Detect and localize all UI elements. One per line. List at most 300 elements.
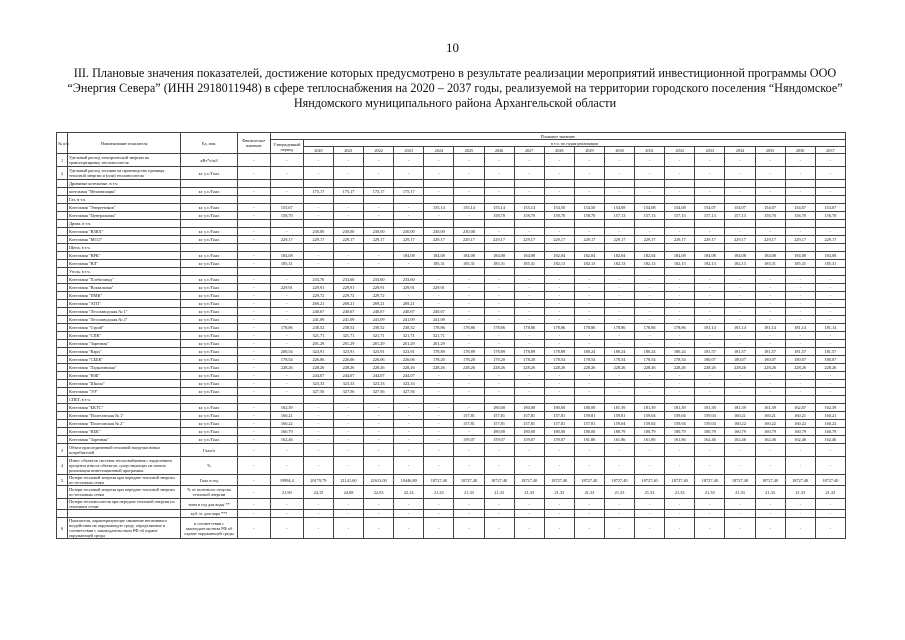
year-value (514, 268, 544, 276)
year-value: 229,91 (394, 284, 424, 292)
year-value: - (364, 412, 394, 420)
year-value: - (695, 188, 725, 196)
year-value: 226,06 (333, 356, 363, 364)
year-value: - (665, 388, 695, 396)
base-value: - (270, 167, 303, 180)
table-row (57, 420, 846, 428)
year-header: 2026 (484, 147, 514, 154)
col-num: № п/п (57, 133, 68, 154)
year-value: - (574, 308, 604, 316)
year-value: - (695, 499, 725, 510)
base-value: - (270, 499, 303, 510)
indicator-name: Потери тепловой энергии при передаче тепловой энергии по тепловым сетям (68, 486, 181, 499)
year-value: 181,57 (755, 348, 785, 356)
year-value: 21,33 (695, 486, 725, 499)
year-value: 184,08 (454, 252, 484, 260)
year-value: - (394, 154, 424, 167)
year-value: - (785, 340, 815, 348)
year-value: - (303, 252, 333, 260)
year-value: 201,29 (424, 340, 454, 348)
year-value: 184,08 (815, 252, 845, 260)
year-value: 201,29 (364, 340, 394, 348)
year-value: - (725, 510, 755, 518)
year-value: 154,07 (695, 204, 725, 212)
indicator-name: котельная "Механизация" (68, 188, 181, 196)
year-value (424, 180, 454, 188)
year-value (815, 268, 845, 276)
year-value: - (665, 372, 695, 380)
year-value: - (604, 154, 634, 167)
year-value: 228,26 (303, 364, 333, 372)
year-value (394, 180, 424, 188)
year-value: 178,89 (544, 348, 574, 356)
year-value: 229,17 (725, 236, 755, 244)
indicator-name: Удельный расход топлива на производство единицы тепловой энергии и (или) теплоносителя (68, 167, 181, 180)
year-value: - (514, 372, 544, 380)
year-value (695, 396, 725, 404)
year-value: - (424, 300, 454, 308)
indicator-name: Котельная "Хлебозавод" (68, 276, 181, 284)
row-number: 5 (57, 475, 68, 486)
year-value: - (815, 372, 845, 380)
unit-cell (181, 220, 237, 228)
actual-value: - (237, 420, 270, 428)
year-value: 180,24 (574, 348, 604, 356)
year-value: 229,17 (755, 236, 785, 244)
year-value (394, 220, 424, 228)
year-value: - (484, 457, 514, 475)
year-value: - (665, 499, 695, 510)
year-value: - (544, 332, 574, 340)
year-value: - (484, 372, 514, 380)
year-value (755, 244, 785, 252)
year-value: - (665, 380, 695, 388)
year-value: 21,33 (604, 486, 634, 499)
year-value: 178,89 (484, 348, 514, 356)
year-value: - (785, 518, 815, 539)
year-value: - (303, 412, 333, 420)
year-value: - (574, 316, 604, 324)
year-value (785, 220, 815, 228)
year-value: 180,79 (695, 428, 725, 436)
col-indicator: Наименование показателя (68, 133, 181, 154)
indicator-name: Дровяные котельные, в т.ч. (68, 180, 181, 188)
year-value: 178,89 (424, 348, 454, 356)
year-value: 229,91 (424, 284, 454, 292)
table-row (57, 348, 846, 356)
year-value (333, 268, 363, 276)
row-number (57, 412, 68, 420)
unit-cell: кг. у.т./Гкал (181, 260, 237, 268)
year-value: 181,57 (725, 348, 755, 356)
base-value (270, 196, 303, 204)
year-value: 185,31 (755, 260, 785, 268)
year-value: 154,07 (785, 204, 815, 212)
year-value (424, 268, 454, 276)
base-value: - (270, 510, 303, 518)
year-value: - (725, 388, 755, 396)
unit-cell: кг. у.т./Гкал (181, 412, 237, 420)
year-value: 157,81 (484, 412, 514, 420)
year-value: 178,86 (544, 324, 574, 332)
year-value: 229,17 (303, 236, 333, 244)
year-value: - (635, 499, 665, 510)
row-number (57, 332, 68, 340)
year-value: - (785, 457, 815, 475)
actual-value: - (237, 518, 270, 539)
year-value: 180,24 (665, 348, 695, 356)
row-number (57, 188, 68, 196)
year-value: 327,56 (333, 388, 363, 396)
year-value: 181,57 (695, 348, 725, 356)
year-value: - (514, 510, 544, 518)
year-value: 160,79 (785, 428, 815, 436)
year-value: - (333, 212, 363, 220)
year-value: 184,08 (785, 252, 815, 260)
year-value: - (484, 499, 514, 510)
year-value: - (755, 380, 785, 388)
actual-value (237, 244, 270, 252)
year-value: 178,86 (424, 324, 454, 332)
row-number (57, 228, 68, 236)
year-value: 18727,40 (695, 475, 725, 486)
year-value: - (333, 404, 363, 412)
year-value: - (514, 332, 544, 340)
unit-cell: кг. у.т./Гкал (181, 348, 237, 356)
year-value: 21,33 (635, 486, 665, 499)
actual-value: - (237, 457, 270, 475)
year-value: 160,22 (815, 420, 845, 428)
year-value: - (695, 292, 725, 300)
indicator-name: Котельная "НЗБ" (68, 372, 181, 380)
year-value: - (665, 284, 695, 292)
year-value: 240,67 (394, 308, 424, 316)
row-number (57, 252, 68, 260)
year-value: 229,17 (514, 236, 544, 244)
year-value (574, 268, 604, 276)
year-value: 185,31 (514, 260, 544, 268)
year-value: 241,09 (394, 316, 424, 324)
year-value: 238,52 (394, 324, 424, 332)
year-value (604, 268, 634, 276)
year-value: 233,60 (364, 276, 394, 284)
year-value: - (785, 154, 815, 167)
year-value: 157,13 (665, 212, 695, 220)
year-value (635, 196, 665, 204)
year-value: - (725, 499, 755, 510)
year-value: 327,56 (394, 388, 424, 396)
page-number: 10 (446, 40, 459, 55)
year-value (725, 180, 755, 188)
year-value: 184,08 (514, 252, 544, 260)
row-number (57, 420, 68, 428)
year-value: - (725, 154, 755, 167)
year-value: 180,00 (574, 428, 604, 436)
base-value: - (270, 292, 303, 300)
year-value: - (785, 292, 815, 300)
year-value: - (695, 372, 725, 380)
table-head (57, 133, 846, 154)
year-value: - (394, 404, 424, 412)
base-value: 155,67 (270, 204, 303, 212)
year-value: - (484, 308, 514, 316)
year-value: - (544, 188, 574, 196)
year-value: - (544, 316, 574, 324)
table-row (57, 457, 846, 475)
unit-cell: кг. у.т./Гкал (181, 228, 237, 236)
indicator-name: Дрова, в т.ч. (68, 220, 181, 228)
year-value: 233,60 (333, 276, 363, 284)
unit-cell: кг. у.т./Гкал (181, 292, 237, 300)
year-value: 228,26 (665, 364, 695, 372)
table-row (57, 268, 846, 276)
year-value: 18727,40 (514, 475, 544, 486)
year-value: - (364, 510, 394, 518)
year-value: 228,26 (815, 364, 845, 372)
table-row (57, 196, 846, 204)
year-value: 160,21 (815, 412, 845, 420)
year-value: 323,33 (333, 380, 363, 388)
unit-cell: кг. у.т./Гкал (181, 436, 237, 444)
year-value: 20179,79 (303, 475, 333, 486)
year-value: - (755, 284, 785, 292)
year-value: 201,29 (303, 340, 333, 348)
year-value: - (755, 316, 785, 324)
year-value: - (725, 308, 755, 316)
year-value: - (454, 372, 484, 380)
year-value: - (815, 316, 845, 324)
indicator-name: Котельная "Вокзальная" (68, 284, 181, 292)
year-value: - (695, 510, 725, 518)
year-value: 18727,40 (785, 475, 815, 486)
year-value: - (635, 388, 665, 396)
year-value: - (333, 499, 363, 510)
base-value: - (270, 276, 303, 284)
year-value: - (364, 518, 394, 539)
base-value: - (270, 300, 303, 308)
year-value: - (785, 372, 815, 380)
year-value: 180,00 (484, 404, 514, 412)
year-value (394, 196, 424, 204)
year-value: 181,14 (695, 324, 725, 332)
base-value: 185,31 (270, 260, 303, 268)
year-value: - (815, 154, 845, 167)
indicator-name: Котельная "Энергетиков" (68, 204, 181, 212)
unit-cell: кг. у.т./Гкал (181, 188, 237, 196)
year-value: - (604, 388, 634, 396)
year-value: 240,67 (364, 308, 394, 316)
year-value: - (604, 510, 634, 518)
table-row (57, 204, 846, 212)
year-value: 156,70 (815, 212, 845, 220)
table-row (57, 154, 846, 167)
year-value (454, 244, 484, 252)
year-value: 175,17 (333, 188, 363, 196)
unit-cell: кг. у.т./Гкал (181, 420, 237, 428)
year-value: - (544, 372, 574, 380)
year-value (635, 220, 665, 228)
year-header: 2031 (635, 147, 665, 154)
year-header: 2029 (574, 147, 604, 154)
year-value: 184,08 (755, 252, 785, 260)
unit-cell: кг. у.т./Гкал (181, 364, 237, 372)
year-value (364, 244, 394, 252)
year-value: - (604, 228, 634, 236)
year-value: 185,31 (424, 260, 454, 268)
year-value: - (424, 188, 454, 196)
year-value: - (695, 518, 725, 539)
year-value: 201,29 (333, 340, 363, 348)
indicator-name: Котельная "Заречная" (68, 436, 181, 444)
year-value: 159,04 (635, 412, 665, 420)
table-row (57, 518, 846, 539)
table-row (57, 356, 846, 364)
year-value: 269,21 (333, 300, 363, 308)
document-title: III. Плановые значения показателей, достижение которых предусмотрено в результате реализации мероприятий инвестиционной программы ООО “Энергия Севера” (ИНН 2918011948) в сфере теплоснабжения на 2020 – 2037 годы, реализуемой на территории городского поселения “Няндомское” Няндомского муниципального района Архангельской области (67, 66, 843, 110)
year-value (424, 220, 454, 228)
year-value (303, 268, 333, 276)
year-value: 182,04 (544, 252, 574, 260)
year-value: - (394, 428, 424, 436)
year-value: - (303, 510, 333, 518)
year-value: - (695, 284, 725, 292)
year-value: 180,00 (544, 404, 574, 412)
unit-cell: кг. у.т./Гкал (181, 372, 237, 380)
year-value (785, 396, 815, 404)
year-value: 175,17 (303, 188, 333, 196)
unit-cell: кг. у.т./Гкал (181, 300, 237, 308)
year-value: 181,57 (815, 348, 845, 356)
year-value (574, 244, 604, 252)
row-number: 6 (57, 518, 68, 539)
year-value: 162,07 (785, 404, 815, 412)
year-value: 154,08 (665, 204, 695, 212)
table-row (57, 372, 846, 380)
year-value: - (394, 510, 424, 518)
year-value: 229,17 (815, 236, 845, 244)
year-value: 241,09 (333, 316, 363, 324)
year-value: 158,70 (514, 212, 544, 220)
year-value: 160,21 (785, 412, 815, 420)
year-value: - (303, 499, 333, 510)
year-value: - (635, 308, 665, 316)
year-value: - (785, 316, 815, 324)
year-value: - (424, 510, 454, 518)
row-number (57, 316, 68, 324)
year-value: - (665, 300, 695, 308)
year-value: - (333, 412, 363, 420)
base-value: - (270, 316, 303, 324)
base-value: 162,46 (270, 436, 303, 444)
year-value (484, 180, 514, 188)
year-value: 229,17 (604, 236, 634, 244)
year-value: - (454, 510, 484, 518)
base-value: 229,17 (270, 236, 303, 244)
indicator-name: Котельная "СПК" (68, 332, 181, 340)
year-value: 230,00 (454, 228, 484, 236)
year-value: - (725, 188, 755, 196)
year-value: 155,14 (514, 204, 544, 212)
year-value: - (484, 510, 514, 518)
row-number: 4 (57, 457, 68, 475)
year-value (815, 196, 845, 204)
year-value: - (665, 340, 695, 348)
year-header: 2037 (815, 147, 845, 154)
year-value: - (454, 154, 484, 167)
year-value: 181,14 (815, 324, 845, 332)
year-value: - (635, 316, 665, 324)
year-value: 233,76 (303, 276, 333, 284)
year-value: - (725, 316, 755, 324)
year-value: - (394, 499, 424, 510)
year-value: - (303, 428, 333, 436)
indicator-name: Котельная "МСО" (68, 236, 181, 244)
year-value (574, 220, 604, 228)
year-value: - (665, 332, 695, 340)
year-value: - (544, 510, 574, 518)
year-value: 185,31 (454, 260, 484, 268)
table-row (57, 300, 846, 308)
row-number (57, 204, 68, 212)
year-value: 18727,40 (725, 475, 755, 486)
year-value: - (424, 499, 454, 510)
year-value: - (574, 167, 604, 180)
year-value: - (815, 284, 845, 292)
year-value: 157,81 (454, 412, 484, 420)
year-value: - (695, 316, 725, 324)
year-value: - (635, 380, 665, 388)
year-value: 157,13 (604, 212, 634, 220)
actual-value: - (237, 212, 270, 220)
year-value: 327,56 (303, 388, 333, 396)
year-value: 323,91 (394, 348, 424, 356)
year-value: 18727,40 (544, 475, 574, 486)
year-value: 21141,60 (333, 475, 363, 486)
year-value: - (454, 444, 484, 457)
base-value: - (270, 340, 303, 348)
year-value (635, 180, 665, 188)
year-value: 18727,40 (604, 475, 634, 486)
year-value: - (785, 284, 815, 292)
year-value (303, 196, 333, 204)
year-value: 178,54 (544, 356, 574, 364)
year-value: - (484, 380, 514, 388)
year-value: - (695, 444, 725, 457)
year-value (394, 396, 424, 404)
year-value: 157,13 (725, 212, 755, 220)
base-value: - (270, 154, 303, 167)
year-value: 161,86 (574, 436, 604, 444)
year-value (333, 244, 363, 252)
year-value: - (394, 457, 424, 475)
year-value: - (454, 380, 484, 388)
year-value (635, 244, 665, 252)
year-value (454, 220, 484, 228)
year-value: 228,26 (604, 364, 634, 372)
year-header: 2024 (424, 147, 454, 154)
base-value: - (270, 457, 303, 475)
year-value: - (574, 154, 604, 167)
year-value: 159,04 (665, 412, 695, 420)
year-value: - (635, 276, 665, 284)
year-value: - (303, 404, 333, 412)
year-value: - (574, 444, 604, 457)
indicator-name: Объем присоединенной тепловой нагрузки новых потребителей (68, 444, 181, 457)
actual-value: - (237, 475, 270, 486)
year-value (755, 196, 785, 204)
row-number (57, 324, 68, 332)
row-number (57, 236, 68, 244)
